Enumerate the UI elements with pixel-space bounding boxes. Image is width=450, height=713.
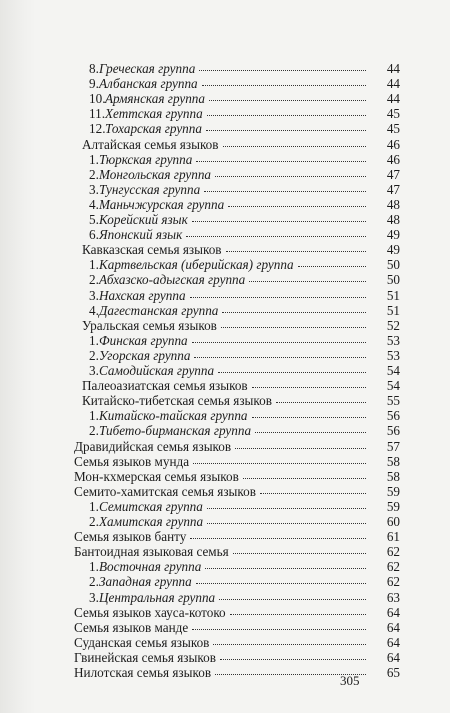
toc-entry-page: 46: [386, 136, 400, 152]
toc-leader-dots: [206, 130, 366, 131]
toc-leader-dots: [193, 463, 366, 464]
toc-entry-text: Суданская семья языков: [74, 634, 210, 650]
toc-entry-number: 10.: [89, 91, 106, 107]
toc-entry-text: Уральская семья языков: [82, 317, 217, 333]
toc-entry-page: 53: [386, 332, 400, 348]
toc-leader-dots: [220, 659, 366, 660]
toc-leader-dots: [207, 115, 366, 116]
toc-entry-page: 51: [386, 302, 400, 318]
toc-entry-page: 62: [386, 574, 400, 590]
toc-entry-text: Тибето-бирманская группа: [99, 423, 252, 439]
toc-leader-dots: [252, 387, 366, 388]
toc-entry-text: Дагестанская группа: [99, 302, 219, 318]
toc-entry-page: 63: [386, 589, 400, 605]
toc-entry-text: Картвельская (иберийская) группа: [99, 257, 294, 273]
toc-entry-page: 58: [386, 468, 400, 484]
toc-entry-number: 5.: [89, 212, 99, 227]
toc-entry-number: 1.: [89, 257, 99, 273]
toc-entry-page: 47: [386, 181, 400, 197]
toc-entry-number: 2.: [89, 514, 99, 529]
toc-entry-text: Финская группа: [99, 332, 188, 348]
toc-leader-dots: [221, 327, 366, 328]
toc-leader-dots: [255, 432, 366, 433]
toc-entry-text: Западная группа: [99, 574, 192, 590]
toc-entry: [0, 664, 450, 681]
toc-entry-text: Нахская группа: [99, 287, 186, 303]
toc-entry-page: 59: [386, 483, 400, 499]
toc-leader-dots: [243, 478, 366, 479]
toc-entry-number: 4.: [89, 302, 99, 318]
toc-entry-number: 3.: [89, 363, 99, 378]
toc-entry-page: 59: [386, 498, 400, 514]
toc-leader-dots: [298, 266, 366, 267]
toc-entry-page: 45: [386, 121, 400, 137]
toc-entry-number: 12.: [89, 121, 106, 137]
toc-entry-number: 2.: [89, 272, 99, 288]
toc-entry-text: Дравидийская семья языков: [74, 438, 232, 454]
toc-leader-dots: [228, 206, 366, 207]
toc-entry-text: Угорская группа: [99, 347, 191, 363]
toc-entry-number: 2.: [89, 347, 99, 363]
toc-entry-text: Семья языков мунда: [74, 453, 190, 469]
toc-entry-page: 48: [386, 196, 400, 212]
toc-entry-text: Самодийская группа: [99, 363, 215, 378]
toc-leader-dots: [218, 372, 366, 373]
toc-leader-dots: [207, 523, 366, 524]
toc-entry-number: 4.: [89, 196, 99, 212]
toc-leader-dots: [196, 161, 366, 162]
toc-entry-number: 1.: [89, 332, 99, 348]
toc-entry-text: Мон-кхмерская семья языков: [74, 468, 239, 484]
toc-entry-page: 46: [386, 151, 400, 167]
toc-leader-dots: [219, 599, 366, 600]
toc-leader-dots: [190, 538, 366, 539]
toc-entry-number: 3.: [89, 287, 99, 303]
toc-entry-number: 1.: [89, 559, 99, 575]
toc-entry-number: 1.: [89, 408, 99, 424]
toc-entry-number: 2.: [89, 423, 99, 439]
toc-entry-page: 61: [386, 529, 400, 545]
toc-entry-number: 2.: [89, 166, 99, 182]
toc-leader-dots: [192, 221, 366, 222]
toc-entry-page: 54: [386, 378, 400, 394]
page-number: 305: [340, 673, 360, 688]
toc-leader-dots: [252, 417, 366, 418]
toc-entry-text: Бантоидная языковая семья: [74, 544, 229, 560]
toc-entry-page: 64: [386, 619, 400, 635]
toc-entry-page: 52: [386, 317, 400, 333]
toc-entry-page: 64: [386, 649, 400, 665]
toc-entry-page: 55: [386, 393, 400, 409]
toc-entry-text: Китайско-тайская группа: [99, 408, 248, 424]
toc-entry-text: Семито-хамитская семья языков: [74, 483, 256, 499]
toc-entry-page: 56: [386, 423, 400, 439]
toc-entry-text: Семитская группа: [99, 498, 203, 514]
toc-entry-number: 1.: [89, 151, 99, 167]
toc-entry-page: 62: [386, 544, 400, 560]
toc-leader-dots: [249, 281, 366, 282]
toc-entry-text: Абхазско-адыгская группа: [99, 272, 246, 288]
toc-entry-page: 56: [386, 408, 400, 424]
toc-entry-page: 65: [386, 665, 400, 680]
toc-entry-text: Восточная группа: [99, 559, 202, 575]
toc-entry-text: Японский язык: [99, 227, 183, 243]
toc-entry-text: Тунгусская группа: [99, 181, 201, 197]
toc-entry-page: 64: [386, 634, 400, 650]
toc-leader-dots: [204, 191, 366, 192]
toc-entry-page: 44: [386, 91, 400, 107]
toc-entry-text: Нилотская семья языков: [74, 665, 212, 680]
toc-leader-dots: [194, 357, 366, 358]
toc-entry-number: 3.: [89, 589, 99, 605]
toc-entry-text: Греческая группа: [99, 61, 196, 76]
toc-entry-page: 64: [386, 604, 400, 620]
toc-entry-number: 9.: [89, 76, 99, 92]
toc-entry-text: Кавказская семья языков: [82, 242, 222, 258]
toc-entry-text: Хамитская группа: [99, 514, 204, 529]
toc-entry-text: Маньчжурская группа: [99, 196, 225, 212]
toc-leader-dots: [192, 342, 366, 343]
toc-entry-text: Тюркская группа: [99, 151, 193, 167]
toc-entry-page: 51: [386, 287, 400, 303]
toc-entry-text: Алтайская семья языков: [82, 136, 219, 152]
toc-entry-text: Хеттская группа: [105, 106, 203, 122]
toc-entry-page: 47: [386, 166, 400, 182]
toc-entry-page: 60: [386, 514, 400, 529]
toc-leader-dots: [226, 251, 366, 252]
toc-entry-page: 44: [386, 61, 400, 76]
toc-entry-page: 49: [386, 242, 400, 258]
toc-entry-page: 54: [386, 363, 400, 378]
toc-leader-dots: [192, 629, 366, 630]
toc-entry-page: 53: [386, 347, 400, 363]
toc-entry-text: Семья языков банту: [74, 529, 187, 545]
toc-entry-number: 2.: [89, 574, 99, 590]
toc-entry-page: 45: [386, 106, 400, 122]
toc-entry-page: 58: [386, 453, 400, 469]
toc-leader-dots: [186, 236, 366, 237]
toc-entry-text: Тохарская группа: [105, 121, 202, 137]
toc-entry-text: Центральная группа: [99, 589, 216, 605]
toc-leader-dots: [213, 644, 366, 645]
toc-entry-text: Албанская группа: [99, 76, 198, 92]
toc-entry-text: Семья языков хауса-котоко: [74, 604, 226, 620]
toc-leader-dots: [196, 583, 366, 584]
toc-entry-text: Семья языков манде: [74, 619, 189, 635]
toc-entry-text: Корейский язык: [99, 212, 188, 227]
toc-leader-dots: [215, 176, 366, 177]
toc-entry-page: 50: [386, 257, 400, 273]
toc-leader-dots: [202, 85, 366, 86]
toc-leader-dots: [230, 614, 366, 615]
toc-entry-text: Китайско-тибетская семья языков: [82, 393, 272, 409]
toc-entry-page: 49: [386, 227, 400, 243]
toc-entry-number: 3.: [89, 181, 99, 197]
toc-leader-dots: [276, 402, 366, 403]
toc-entry-number: 8.: [89, 61, 99, 76]
toc-entry-number: 11.: [89, 106, 105, 122]
toc-leader-dots: [260, 493, 366, 494]
toc-entry-page: 57: [386, 438, 400, 454]
toc-entry-text: Гвинейская семья языков: [74, 649, 216, 665]
toc-entry-number: 1.: [89, 498, 99, 514]
toc-entry-page: 48: [386, 212, 400, 227]
toc-entry-number: 6.: [89, 227, 99, 243]
toc-entry-page: 50: [386, 272, 400, 288]
toc-leader-dots: [235, 448, 366, 449]
toc-leader-dots: [207, 508, 366, 509]
toc-leader-dots: [209, 100, 366, 101]
toc-entry-page: 44: [386, 76, 400, 92]
toc-entry-text: Палеоазиатская семья языков: [82, 378, 248, 394]
toc-entry-text: Монгольская группа: [99, 166, 212, 182]
toc-leader-dots: [233, 553, 366, 554]
toc-entry-page: 62: [386, 559, 400, 575]
toc-leader-dots: [222, 312, 366, 313]
toc-leader-dots: [205, 568, 366, 569]
toc-leader-dots: [190, 297, 366, 298]
toc-entry-text: Армянская группа: [105, 91, 205, 107]
toc-leader-dots: [223, 146, 366, 147]
toc-leader-dots: [199, 70, 366, 71]
